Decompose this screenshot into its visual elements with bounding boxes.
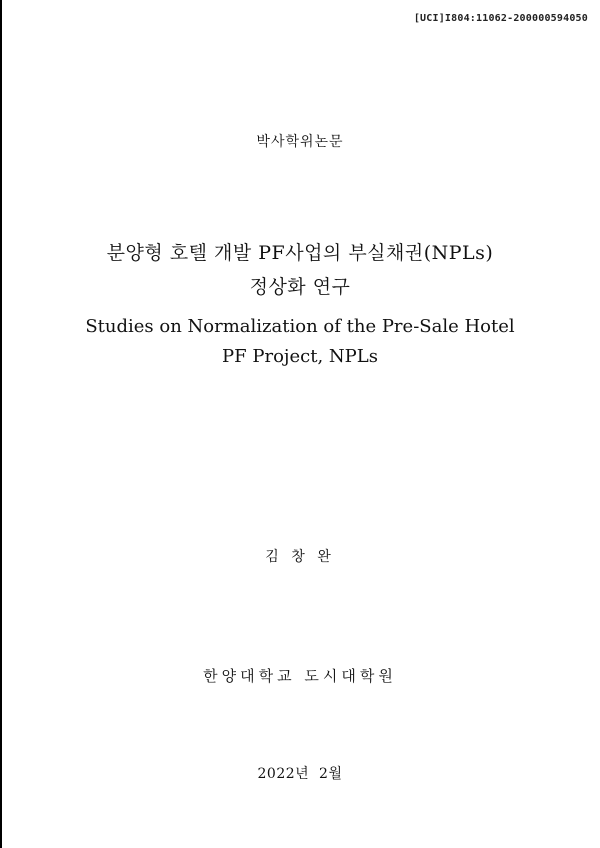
- korean-title-line-2: 정상화 연구: [249, 276, 351, 298]
- english-title: [0, 312, 600, 372]
- uci-identifier: [UCI]I804:11062-200000594050: [413, 13, 588, 24]
- degree-type: 박사학위논문: [256, 134, 344, 150]
- korean-title: [0, 236, 600, 304]
- submission-date: 2022년 2월: [257, 766, 343, 782]
- graduate-school: 한양대학교 도시대학원: [203, 667, 397, 685]
- korean-title-line-1: 분양형 호텔 개발 PF사업의 부실채권(NPLs): [106, 242, 494, 264]
- english-title-line-2: PF Project, NPLs: [222, 346, 378, 367]
- page-border: [0, 0, 2, 848]
- english-title-line-1: Studies on Normalization of the Pre-Sale Hotel: [85, 316, 515, 337]
- author-name: 김 창 완: [265, 549, 335, 565]
